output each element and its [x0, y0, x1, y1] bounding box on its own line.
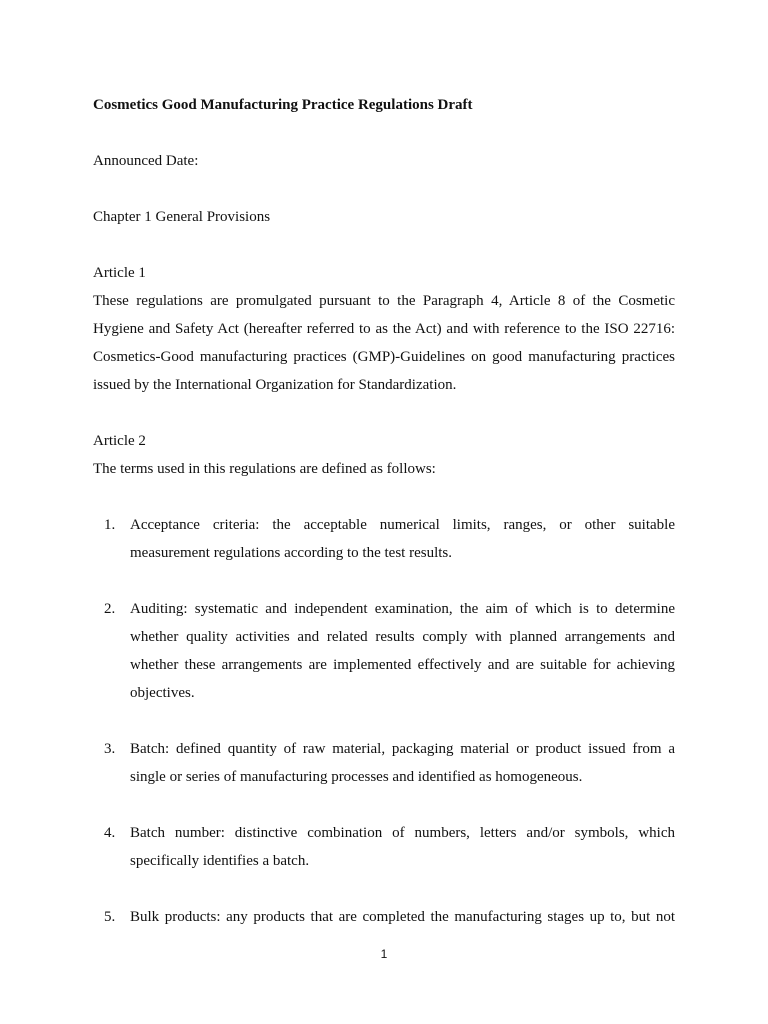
- definition-text: Auditing: systematic and independent examination, the aim of which is to determine whether quality activities and related results comply with planned arrangements and whether these arrangements are implemented effectively and are suitable for achieving objectives.: [130, 601, 675, 701]
- definition-number: 1.: [104, 517, 116, 533]
- definition-text: Acceptance criteria: the acceptable numerical limits, ranges, or other suitable measurement regulations according to the test results.: [130, 517, 675, 561]
- article-2-intro: The terms used in this regulations are defined as follows:: [93, 461, 436, 477]
- definition-text: Batch number: distinctive combination of numbers, letters and/or symbols, which specifically identifies a batch.: [130, 825, 675, 869]
- definition-text: Bulk products: any products that are completed the manufacturing stages up to, but not: [130, 909, 675, 925]
- document-title: Cosmetics Good Manufacturing Practice Regulations Draft: [93, 97, 473, 113]
- chapter-heading: Chapter 1 General Provisions: [93, 209, 271, 225]
- definition-text: Batch: defined quantity of raw material, packaging material or product issued from a single or series of manufacturing processes and identified as homogeneous.: [130, 741, 675, 785]
- definition-number: 5.: [104, 909, 116, 925]
- article-1-heading: Article 1: [93, 265, 146, 281]
- definition-number: 4.: [104, 825, 116, 841]
- article-2-heading: Article 2: [93, 433, 146, 449]
- announced-date-label: Announced Date:: [93, 153, 199, 169]
- definition-number: 2.: [104, 601, 116, 617]
- definition-number: 3.: [104, 741, 116, 757]
- page-number: 1: [380, 947, 388, 961]
- article-1-text: These regulations are promulgated pursuant to the Paragraph 4, Article 8 of the Cosmetic Hygiene and Safety Act (hereafter referred to as the Act) and with reference to the ISO 22716: Cosmetics-Good manufacturing practices (GMP)-Guidelines on good manufacturing practices issued by the International Organization for Standardization.: [93, 293, 675, 393]
